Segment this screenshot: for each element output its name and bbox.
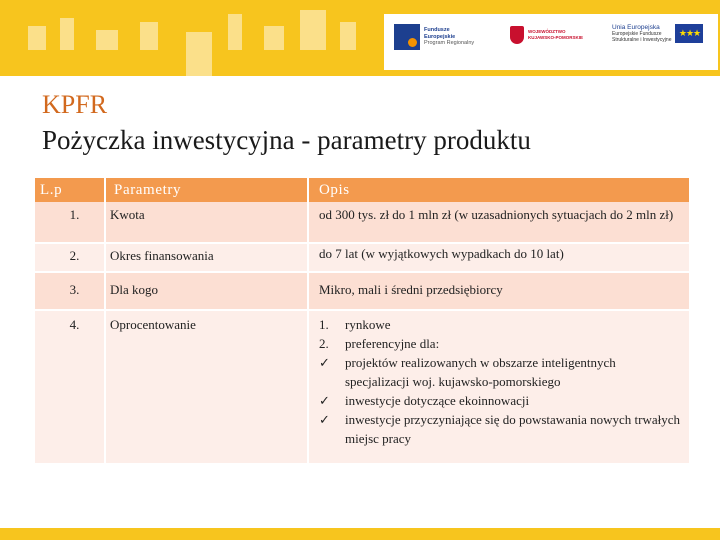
banner-decor-block	[340, 22, 356, 50]
checkmark-icon: ✓	[319, 355, 330, 370]
table-row	[35, 202, 689, 243]
list-marker: 2.	[319, 336, 329, 351]
row-number: 3.	[35, 272, 105, 310]
bottom-bar	[0, 528, 720, 540]
page-title: Pożyczka inwestycyjna - parametry produktu	[42, 125, 531, 155]
interest-list	[319, 315, 681, 448]
list-item-text: inwestycje przyczyniające się do powstawania nowych trwałych miejsc pracy	[345, 412, 680, 446]
row-parameter: Kwota	[105, 202, 308, 243]
row-parameter: Okres finansowania	[105, 243, 308, 272]
funds-logo-icon	[394, 24, 420, 50]
eu-logo	[612, 24, 703, 43]
list-item	[319, 315, 681, 334]
funds-logo-line2: Europejskie	[424, 33, 456, 40]
row-parameter: Dla kogo	[105, 272, 308, 310]
row-number: 4.	[35, 310, 105, 464]
row-description: do 7 lat (w wyjątkowych wypadkach do 10 lat)	[308, 243, 689, 272]
banner-decor-block	[60, 18, 74, 50]
banner-decor-block	[96, 30, 118, 50]
table-row	[35, 243, 689, 272]
parameters-table	[35, 178, 689, 465]
banner-decor-block	[28, 26, 46, 50]
funds-logo-line3: Program Regionalny	[424, 40, 475, 47]
row-parameter: Oprocentowanie	[105, 310, 308, 464]
list-marker: 1.	[319, 317, 329, 332]
list-item	[319, 334, 681, 353]
checkmark-icon: ✓	[319, 393, 330, 408]
list-item	[319, 353, 681, 391]
row-description: Mikro, mali i średni przedsiębiorcy	[308, 272, 689, 310]
eu-flag-icon: ★★★	[675, 24, 703, 43]
funds-logo-line1: Fundusze	[424, 27, 450, 34]
eu-logo-line1: Unia Europejska	[612, 23, 660, 31]
funds-logo	[394, 24, 474, 50]
column-header-lp: L.p	[35, 178, 105, 202]
eu-logo-line3: Strukturalne i Inwestycyjne	[612, 36, 672, 43]
banner-decor-block	[264, 26, 284, 50]
row-number: 2.	[35, 243, 105, 272]
row-description: od 300 tys. zł do 1 mln zł (w uzasadnionych sytuacjach do 2 mln zł)	[308, 202, 689, 243]
banner-decor-block	[140, 22, 158, 50]
list-item-text: inwestycje dotyczące ekoinnowacji	[345, 393, 530, 408]
list-item	[319, 410, 681, 448]
list-item	[319, 391, 681, 410]
list-item-text: preferencyjne dla:	[345, 336, 440, 351]
banner-decor-block	[300, 10, 326, 50]
column-header-parameters: Parametry	[105, 178, 308, 202]
eu-logo-line2: Europejskie Fundusze	[612, 30, 662, 37]
table-header-row	[35, 178, 689, 202]
section-heading: KPFR	[42, 90, 108, 119]
logo-strip	[384, 14, 718, 70]
region-logo-line1: WOJEWÓDZTWO	[528, 29, 566, 34]
row-description	[308, 310, 689, 464]
checkmark-icon: ✓	[319, 412, 330, 427]
row-number: 1.	[35, 202, 105, 243]
region-logo-line2: KUJAWSKO-POMORSKIE	[528, 35, 584, 40]
list-item-text: projektów realizowanych w obszarze inteligentnych specjalizacji woj. kujawsko-pomorskiego	[345, 355, 616, 389]
table-row	[35, 310, 689, 464]
column-header-description: Opis	[308, 178, 689, 202]
list-item-text: rynkowe	[345, 317, 391, 332]
region-crest-icon	[510, 26, 524, 44]
banner-decor-block	[228, 14, 242, 50]
top-banner	[0, 0, 720, 76]
table-row	[35, 272, 689, 310]
banner-decor-block	[186, 32, 212, 76]
region-logo	[510, 26, 583, 44]
